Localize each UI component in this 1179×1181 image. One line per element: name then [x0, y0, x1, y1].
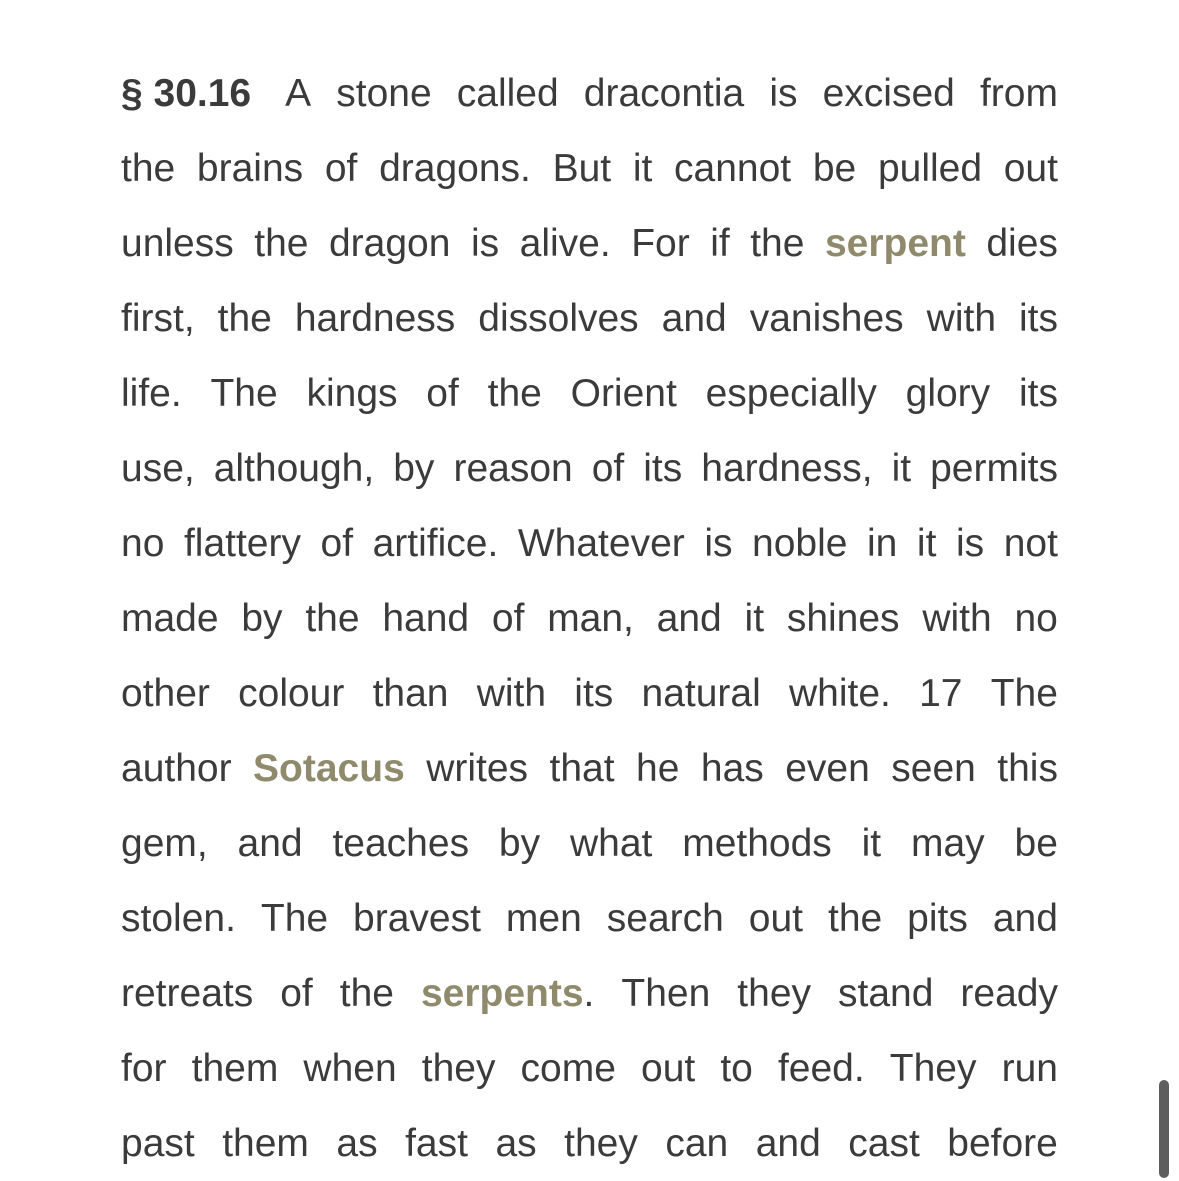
word: in	[867, 522, 898, 565]
text-line	[121, 731, 1058, 806]
word: the	[339, 972, 394, 1015]
word: although,	[213, 447, 375, 490]
word: Whatever	[517, 522, 685, 565]
word: he	[636, 747, 680, 790]
word: especially	[705, 372, 877, 415]
word: with	[922, 597, 992, 640]
word: unless	[121, 222, 234, 265]
word: of	[280, 972, 313, 1015]
word: its	[643, 447, 683, 490]
word: them	[222, 1122, 309, 1165]
word: may	[910, 822, 985, 865]
word: excised	[822, 72, 955, 115]
word: writes	[426, 747, 529, 790]
word: it	[891, 447, 912, 490]
word: hand	[382, 597, 470, 640]
serpent-link[interactable]: serpent	[824, 222, 966, 265]
word: be	[812, 147, 857, 190]
text-line	[121, 281, 1058, 356]
word: with	[476, 672, 547, 715]
word: of	[426, 372, 459, 415]
word: of	[591, 447, 625, 490]
serpents-word: serpents.	[420, 972, 595, 1015]
word: dies	[986, 222, 1058, 265]
text-line	[121, 56, 1058, 131]
word: dissolves	[478, 297, 639, 340]
word: reason	[453, 447, 573, 490]
word: what	[569, 822, 653, 865]
text-line	[121, 956, 1058, 1031]
word: life.	[121, 372, 182, 415]
word: out	[1003, 147, 1058, 190]
word: alive.	[519, 222, 611, 265]
text-line	[121, 506, 1058, 581]
word: seen	[891, 747, 976, 790]
serpents-link[interactable]: serpents	[420, 972, 584, 1015]
word: Then	[621, 972, 711, 1015]
text-line	[121, 1106, 1058, 1181]
word: the	[254, 222, 309, 265]
word: even	[785, 747, 870, 790]
word: and	[755, 1122, 821, 1165]
word: natural	[641, 672, 761, 715]
word: kings	[306, 372, 398, 415]
word: bravest	[353, 897, 481, 940]
text-line	[121, 806, 1058, 881]
word: it	[916, 522, 937, 565]
text-line	[121, 431, 1058, 506]
word: its	[1019, 297, 1058, 340]
word: other	[121, 672, 210, 715]
word: vanishes	[749, 297, 904, 340]
word: permits	[930, 447, 1058, 490]
word: fast	[405, 1122, 468, 1165]
word: shines	[786, 597, 900, 640]
word: is	[769, 72, 798, 115]
word: if	[710, 222, 730, 265]
word: as	[336, 1122, 378, 1165]
word: as	[495, 1122, 537, 1165]
word: for	[121, 1047, 167, 1090]
word: and	[992, 897, 1058, 940]
word: feed.	[777, 1047, 865, 1090]
word: cast	[848, 1122, 920, 1165]
word: of	[491, 597, 525, 640]
word: use,	[121, 447, 195, 490]
word: it	[861, 822, 882, 865]
word: it	[632, 147, 653, 190]
word: the	[750, 222, 805, 265]
text-line	[121, 206, 1058, 281]
word: pits	[907, 897, 968, 940]
word: out	[641, 1047, 696, 1090]
word: when	[303, 1047, 397, 1090]
word: methods	[682, 822, 832, 865]
word: is	[470, 222, 500, 265]
word: dragon	[328, 222, 451, 265]
sotacus-link[interactable]: Sotacus	[253, 747, 405, 790]
word: its	[574, 672, 614, 715]
scrollbar-thumb[interactable]	[1159, 1080, 1169, 1178]
word: that	[549, 747, 615, 790]
word: noble	[752, 522, 848, 565]
word: not	[1003, 522, 1058, 565]
word: hardness	[294, 297, 456, 340]
word: the	[305, 597, 360, 640]
word: is	[955, 522, 985, 565]
word: they	[421, 1047, 496, 1090]
word: the	[217, 297, 272, 340]
text-line	[121, 131, 1058, 206]
word: dragons.	[379, 147, 531, 190]
word: out	[748, 897, 804, 940]
word: by	[498, 822, 541, 865]
word: flattery	[183, 522, 301, 565]
word: The	[210, 372, 278, 415]
word: the	[487, 372, 542, 415]
text-line	[121, 656, 1058, 731]
word: teaches	[332, 822, 470, 865]
word: author	[121, 747, 232, 790]
word: and	[661, 297, 727, 340]
word: made	[121, 597, 219, 640]
word: stand	[838, 972, 934, 1015]
word: the	[121, 147, 176, 190]
word: men	[505, 897, 582, 940]
word: no	[121, 522, 165, 565]
word: past	[121, 1122, 195, 1165]
word: run	[1001, 1047, 1058, 1090]
word: retreats	[121, 972, 254, 1015]
word: 17	[919, 672, 963, 715]
word: the	[827, 897, 883, 940]
passage-text	[121, 56, 1058, 1181]
section-heading	[121, 56, 311, 131]
word: They	[889, 1047, 977, 1090]
word: this	[997, 747, 1058, 790]
text-line	[121, 356, 1058, 431]
word: they	[564, 1122, 638, 1165]
word: of	[324, 147, 358, 190]
word: it	[744, 597, 765, 640]
word: stone	[336, 72, 432, 115]
word: white.	[788, 672, 891, 715]
word: with	[926, 297, 997, 340]
word: cannot	[674, 147, 792, 190]
word: search	[606, 897, 724, 940]
word: its	[1018, 372, 1058, 415]
word: before	[947, 1122, 1058, 1165]
word: than	[372, 672, 449, 715]
word: Orient	[570, 372, 677, 415]
text-line	[121, 881, 1058, 956]
word: brains	[196, 147, 304, 190]
word: them	[191, 1047, 279, 1090]
text-line	[121, 1031, 1058, 1106]
word: dracontia	[583, 72, 745, 115]
word: they	[737, 972, 812, 1015]
word: and	[656, 597, 722, 640]
word: called	[456, 72, 559, 115]
word: by	[393, 447, 435, 490]
word: colour	[238, 672, 345, 715]
word: A	[285, 72, 312, 115]
word: hardness,	[701, 447, 873, 490]
word: to	[720, 1047, 753, 1090]
word: The	[990, 672, 1058, 715]
word: man,	[547, 597, 634, 640]
word: from	[979, 72, 1058, 115]
word: pulled	[877, 147, 983, 190]
word: no	[1014, 597, 1058, 640]
word: gem,	[121, 822, 208, 865]
word: ready	[960, 972, 1058, 1015]
word: is	[704, 522, 733, 565]
word: can	[665, 1122, 729, 1165]
text-line	[121, 581, 1058, 656]
word: be	[1014, 822, 1058, 865]
word: and	[237, 822, 303, 865]
word: But	[552, 147, 612, 190]
word: of	[320, 522, 354, 565]
word: come	[520, 1047, 616, 1090]
word: artifice.	[372, 522, 499, 565]
word: The	[260, 897, 329, 940]
word: first,	[121, 297, 195, 340]
word: For	[631, 222, 690, 265]
word: glory	[905, 372, 991, 415]
word: has	[700, 747, 764, 790]
section-number: § 30.16	[121, 72, 252, 115]
word: stolen.	[121, 897, 236, 940]
word: by	[241, 597, 283, 640]
